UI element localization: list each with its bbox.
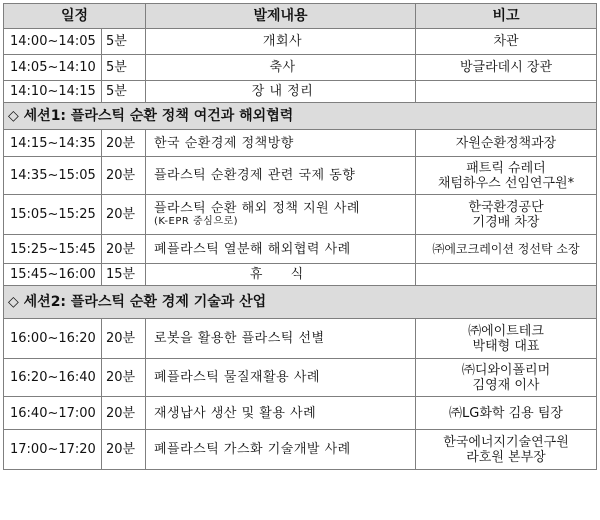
row-duration: 20분 xyxy=(102,319,146,359)
row-time: 16:20~16:40 xyxy=(4,359,102,397)
row-topic: 장 내 정리 xyxy=(146,81,416,103)
row-note xyxy=(416,81,597,103)
row-duration: 20분 xyxy=(102,430,146,470)
row-duration: 5분 xyxy=(102,55,146,81)
row-topic: 재생납사 생산 및 활용 사례 xyxy=(146,397,416,430)
row-duration: 20분 xyxy=(102,130,146,157)
row-duration: 5분 xyxy=(102,81,146,103)
section-title: ◇ 세션1: 플라스틱 순환 정책 여건과 해외협력 xyxy=(4,103,597,130)
note-line: 한국에너지기술연구원 xyxy=(443,434,569,450)
note-line: 박태형 대표 xyxy=(472,338,540,354)
row-duration: 5분 xyxy=(102,29,146,55)
table-row xyxy=(4,319,597,359)
note-line: 김영재 이사 xyxy=(472,377,540,393)
row-topic: 폐플라스틱 물질재활용 사례 xyxy=(146,359,416,397)
row-time: 15:45~16:00 xyxy=(4,264,102,286)
table-row xyxy=(4,235,597,264)
row-note: 방글라데시 장관 xyxy=(416,55,597,81)
row-note xyxy=(416,430,597,470)
row-duration: 15분 xyxy=(102,264,146,286)
row-time: 15:05~15:25 xyxy=(4,195,102,235)
row-time: 14:15~14:35 xyxy=(4,130,102,157)
table-row xyxy=(4,157,597,195)
row-time: 17:00~17:20 xyxy=(4,430,102,470)
table-row xyxy=(4,55,597,81)
row-note: 자원순환정책과장 xyxy=(416,130,597,157)
row-topic: 폐플라스틱 열분해 해외협력 사례 xyxy=(146,235,416,264)
row-topic: 개회사 xyxy=(146,29,416,55)
header-time: 일정 xyxy=(4,4,146,29)
table-row xyxy=(4,397,597,430)
topic-line: 플라스틱 순환 해외 정책 지원 사례 xyxy=(154,201,360,216)
table-row xyxy=(4,264,597,286)
section-header-row xyxy=(4,103,597,130)
note-line: 기경배 차장 xyxy=(472,214,540,230)
row-duration: 20분 xyxy=(102,157,146,195)
note-line: 라호원 본부장 xyxy=(466,449,546,465)
note-line: ㈜디와이폴리머 xyxy=(461,362,551,378)
row-topic: 로봇을 활용한 플라스틱 선별 xyxy=(146,319,416,359)
note-line: 한국환경공단 xyxy=(468,199,544,215)
row-time: 14:10~14:15 xyxy=(4,81,102,103)
row-duration: 20분 xyxy=(102,235,146,264)
table-row xyxy=(4,130,597,157)
schedule-table xyxy=(3,3,597,470)
note-line: ㈜에이트테크 xyxy=(468,323,544,339)
section-title: ◇ 세션2: 플라스틱 순환 경제 기술과 산업 xyxy=(4,286,597,319)
header-topic: 발제내용 xyxy=(146,4,416,29)
table-row xyxy=(4,359,597,397)
section-header-row xyxy=(4,286,597,319)
row-topic: 폐플라스틱 가스화 기술개발 사례 xyxy=(146,430,416,470)
table-row xyxy=(4,29,597,55)
note-line: 패트릭 슈레더 xyxy=(466,160,546,176)
topic-subtitle: (K-EPR 중심으로) xyxy=(154,216,239,227)
row-note xyxy=(416,359,597,397)
table-row xyxy=(4,195,597,235)
row-time: 16:00~16:20 xyxy=(4,319,102,359)
row-time: 14:05~14:10 xyxy=(4,55,102,81)
row-duration: 20분 xyxy=(102,397,146,430)
note-line: 채텀하우스 선임연구원* xyxy=(437,175,575,191)
row-note: ㈜에코크레이션 정선탁 소장 xyxy=(416,235,597,264)
row-topic xyxy=(146,195,416,235)
row-note xyxy=(416,195,597,235)
row-topic: 플라스틱 순환경제 관련 국제 동향 xyxy=(146,157,416,195)
row-time: 15:25~15:45 xyxy=(4,235,102,264)
row-duration: 20분 xyxy=(102,359,146,397)
row-note xyxy=(416,319,597,359)
row-note: ㈜LG화학 김용 팀장 xyxy=(416,397,597,430)
row-topic: 축사 xyxy=(146,55,416,81)
row-note: 차관 xyxy=(416,29,597,55)
row-note xyxy=(416,157,597,195)
row-time: 16:40~17:00 xyxy=(4,397,102,430)
row-duration: 20분 xyxy=(102,195,146,235)
row-time: 14:35~15:05 xyxy=(4,157,102,195)
table-row xyxy=(4,81,597,103)
header-note: 비고 xyxy=(416,4,597,29)
row-topic: 휴 식 xyxy=(146,264,416,286)
table-header-row xyxy=(4,4,597,29)
table-row xyxy=(4,430,597,470)
row-topic: 한국 순환경제 정책방향 xyxy=(146,130,416,157)
row-time: 14:00~14:05 xyxy=(4,29,102,55)
row-note xyxy=(416,264,597,286)
